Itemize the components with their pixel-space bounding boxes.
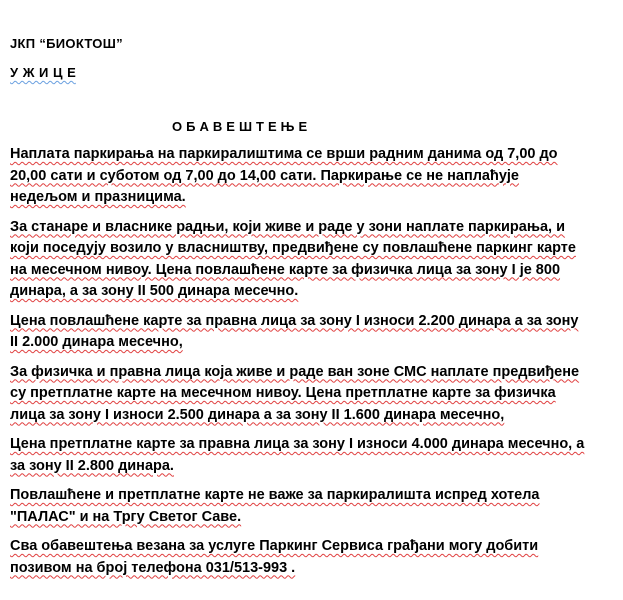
paragraph-exceptions: Повлашћене и претплатне карте не важе за паркиралишта испред хотела "ПАЛАС" и на Тргу Светог Саве. <box>10 487 540 525</box>
paragraph-subscription-legal-price: Цена претплатне карте за правна лица за зону I износи 4.000 динара месечно, а за зону II 2.800 динара. <box>10 436 585 474</box>
organization-name: ЈКП “БИОКТОШ” <box>10 36 123 51</box>
notice-title: О Б А В Е Ш Т Е Њ Е <box>172 119 308 134</box>
paragraph-residents-cards: За станаре и власнике радњи, који живе и раде у зони наплате паркирања, и који поседују возило у власништву, предвиђене су повлашћене паркинг карте на месечном нивоу. Цена повлашћене карте за физичка лица за зону I је 800 динара, а за зону II 500 динара месечно. <box>10 218 576 299</box>
paragraph-parking-hours: Наплата паркирања на паркиралиштима се врши радним данима од 7,00 до 20,00 сати и суботом од 7,00 до 14,00 сати. Паркирање се не наплаћује недељом и празницима. <box>10 146 558 205</box>
paragraph-contact: Сва обавештења везана за услуге Паркинг Сервиса грађани могу добити позивом на број телефона 031/513-993 . <box>10 538 539 576</box>
city-name: У Ж И Ц Е <box>10 65 76 80</box>
paragraph-legal-entities-price: Цена повлашћене карте за правна лица за зону I износи 2.200 динара а за зону II 2.000 динара месечно, <box>10 312 579 350</box>
notice-body <box>10 144 590 587</box>
paragraph-subscription-cards: За физичка и правна лица која живе и раде ван зоне СМС наплате предвиђене су претплатне карте на месечном нивоу. Цена претплатне карте за физичка лица за зону I износи 2.500 динара а за зону II 1.600 динара месечно, <box>10 363 580 423</box>
